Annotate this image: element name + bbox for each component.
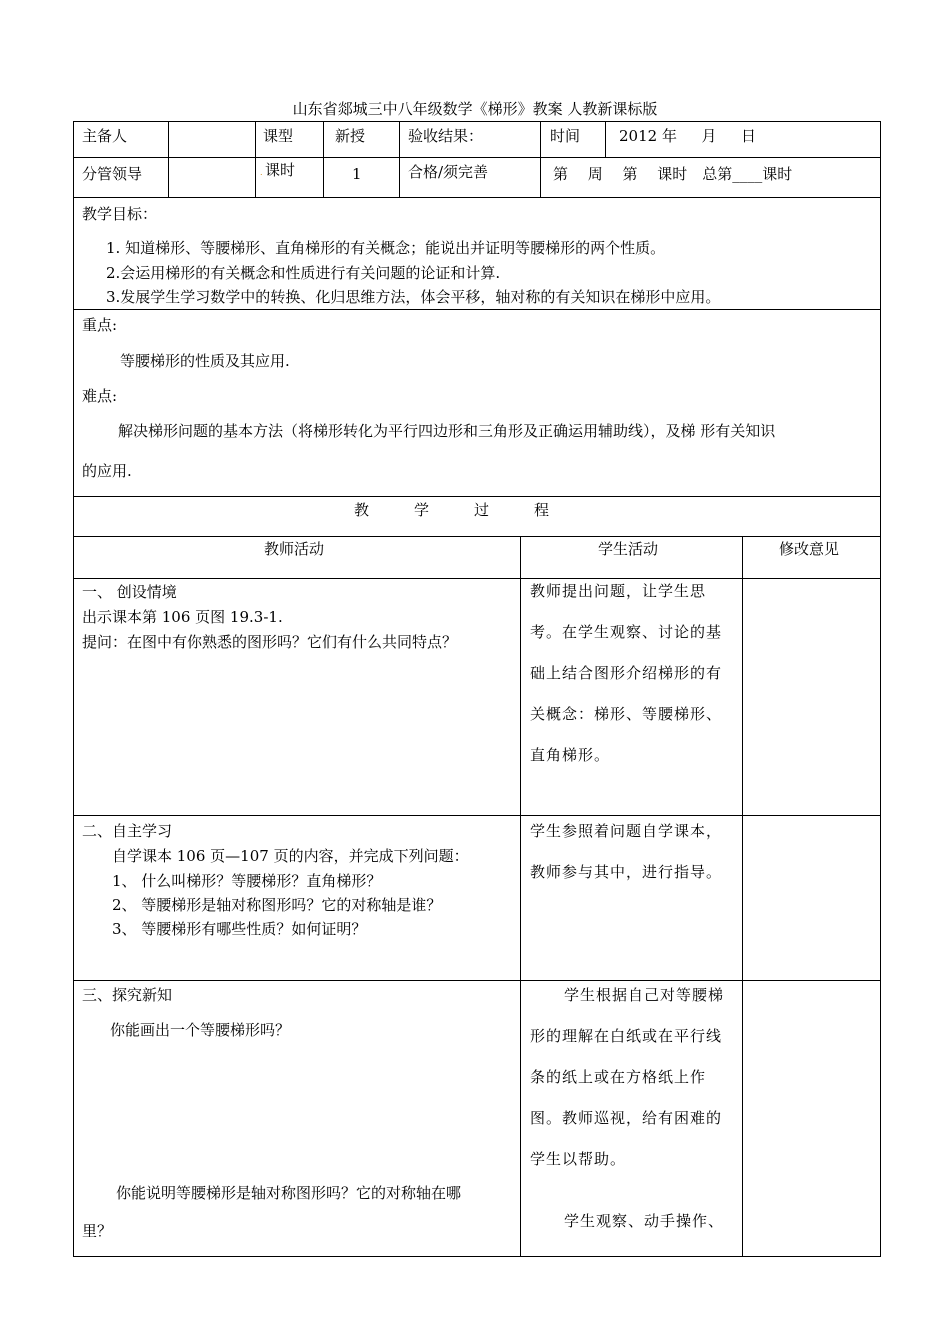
section-title: 三、探究新知: [82, 986, 173, 1004]
column-notes: 修改意见: [779, 540, 840, 558]
focus-box: [73, 309, 881, 497]
column-student: 学生活动: [598, 540, 659, 558]
difficulty-label: 难点:: [82, 387, 118, 405]
hours-value: 1: [352, 165, 362, 183]
time-value: 2012 年 月 日: [619, 127, 757, 145]
process-heading: 教 学 过 程: [354, 501, 550, 519]
teacher-line: 里？: [82, 1222, 113, 1240]
teacher-line: 2、 等腰梯形是轴对称图形吗？它的对称轴是谁？: [112, 896, 442, 914]
objective-item: 3.发展学生学习数学中的转换、化归思维方法，体会平移，轴对称的有关知识在梯形中应用。: [106, 288, 721, 306]
section-title: 一、 创设情境: [82, 583, 177, 601]
teacher-line: 出示课本第 106 页图 19.3-1.: [82, 608, 283, 626]
teacher-line: 3、 等腰梯形有哪些性质？如何证明？: [112, 920, 367, 938]
time-label: 时间: [550, 127, 581, 145]
page-title: 山东省郯城三中八年级数学《梯形》教案 人教新课标版: [292, 100, 658, 118]
student-activity: 学生参照着问题自学课本，教师参与其中，进行指导。: [530, 822, 723, 881]
teacher-line: 你能说明等腰梯形是轴对称图形吗？它的对称轴在哪: [116, 1184, 462, 1202]
hours-label: 课时: [265, 161, 296, 179]
week-text: 第 周 第 课时 总第____课时: [553, 165, 793, 183]
lesson-type-value: 新授: [335, 127, 366, 145]
student-activity: 学生根据自己对等腰梯形的理解在白纸或在平行线条的纸上或在方格纸上作图。教师巡视，给有困难的学生以帮助。: [530, 986, 725, 1168]
teacher-line: 自学课本 106 页—107 页的内容，并完成下列问题：: [112, 847, 469, 865]
objective-item: 1. 知道梯形、等腰梯形、直角梯形的有关概念；能说出并证明等腰梯形的两个性质。: [106, 239, 666, 257]
student-activity-cont: 学生观察、动手操作、: [564, 1212, 725, 1230]
column-teacher: 教师活动: [264, 540, 325, 558]
result-value: 合格/须完善: [408, 163, 489, 181]
objective-item: 2.会运用梯形的有关概念和性质进行有关问题的论证和计算.: [106, 264, 501, 282]
difficulty-text-cont: 的应用.: [82, 462, 132, 480]
key-point-label: 重点:: [82, 316, 118, 334]
teacher-line: 1、 什么叫梯形？等腰梯形？直角梯形？: [112, 872, 382, 890]
teacher-line: 你能画出一个等腰梯形吗？: [110, 1021, 291, 1039]
lesson-type-label: 课型: [263, 127, 294, 145]
result-label: 验收结果：: [408, 127, 484, 145]
key-point-text: 等腰梯形的性质及其应用.: [120, 352, 290, 370]
teacher-line: 提问：在图中有你熟悉的图形吗？它们有什么共同特点？: [82, 633, 458, 651]
objectives-heading: 教学目标：: [82, 205, 158, 223]
section-title: 二、自主学习: [82, 822, 173, 840]
preparer-label: 主备人: [82, 127, 128, 145]
leader-label: 分管领导: [82, 165, 143, 183]
student-activity: 教师提出问题，让学生思考。在学生观察、讨论的基础上结合图形介绍梯形的有关概念：梯形、等腰梯形、直角梯形。: [530, 582, 723, 764]
difficulty-text: 解决梯形问题的基本方法（将梯形转化为平行四边形和三角形及正确运用辅助线），及梯 形有关知识: [118, 422, 776, 440]
